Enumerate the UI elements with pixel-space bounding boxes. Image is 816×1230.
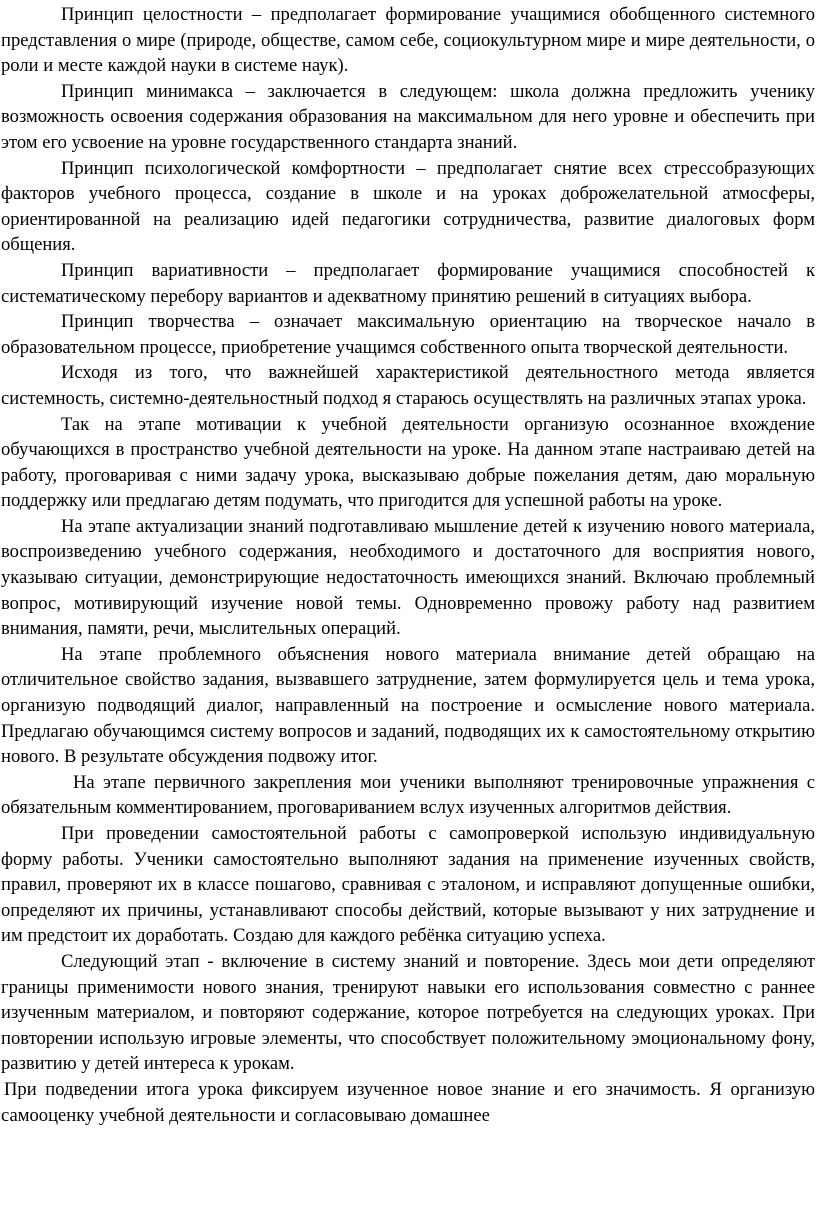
paragraph-explanation-stage: На этапе проблемного объяснения нового материала внимание детей обращаю на отличительное свойство задания, вызвавшего затруднение, затем формулируется цель и тема урока, организую подводящий диалог, направленный на построение и осмысление нового материала. Предлагаю обучающимся систему вопросов и заданий, подводящих их к самостоятельному открытию нового. В результате обсуждения подвожу итог. [1, 643, 815, 768]
paragraph-repetition-stage: Следующий этап - включение в систему знаний и повторение. Здесь мои дети определяют границы применимости нового знания, тренируют навыки его использования совместно с раннее изученным материалом, и повторяют содержание, которое потребуется на следующих уроках. При повторении использую игровые элементы, что способствует положительному эмоциональному фону, развитию у детей интереса к урокам. [1, 950, 815, 1075]
paragraph-minimax-principle: Принцип минимакса – заключается в следующем: школа должна предложить ученику возможность освоения содержания образования на максимальном для него уровне и обеспечить при этом его усвоение на уровне государственного стандарта знаний. [1, 80, 815, 153]
paragraph-consolidation-stage: На этапе первичного закрепления мои ученики выполняют тренировочные упражнения с обязательным комментированием, проговариванием вслух изученных алгоритмов действия. [1, 771, 815, 819]
paragraph-comfort-principle: Принцип психологической комфортности – предполагает снятие всех стрессобразующих факторов учебного процесса, создание в школе и на уроках доброжелательной атмосферы, ориентированной на реализацию идей педагогики сотрудничества, развитие диалоговых форм общения. [1, 157, 815, 256]
paragraph-integrity-principle: Принцип целостности – предполагает формирование учащимися обобщенного системного представления о мире (природе, обществе, самом себе, социокультурном мире и мире деятельности, о роли и месте каждой науки в системе наук). [1, 4, 815, 77]
paragraph-systemic-approach: Исходя из того, что важнейшей характеристикой деятельностного метода является системность, системно-деятельностный подход я стараюсь осуществлять на различных этапах урока. [1, 362, 815, 409]
paragraph-variability-principle: Принцип вариативности – предполагает формирование учащимися способностей к систематическому перебору вариантов и адекватному принятию решений в ситуациях выбора. [1, 259, 815, 307]
paragraph-summary-stage: При подведении итога урока фиксируем изученное новое знание и его значимость. Я организую самооценку учебной деятельности и согласовываю домашнее [1, 1078, 815, 1126]
paragraph-independent-work: При проведении самостоятельной работы с самопроверкой использую индивидуальную форму работы. Ученики самостоятельно выполняют задания на применение изученных свойств, правил, проверяют их в классе пошагово, сравнивая с эталоном, и исправляют допущенные ошибки, определяют их причины, устанавливают способы действий, которые вызывают у них затруднение и им предстоит их доработать. Создаю для каждого ребёнка ситуацию успеха. [1, 823, 815, 947]
paragraph-motivation-stage: Так на этапе мотивации к учебной деятельности организую осознанное вхождение обучающихся в пространство учебной деятельности на уроке. На данном этапе настраиваю детей на работу, проговаривая с ними задачу урока, высказываю добрые пожелания детям, даю моральную поддержку или предлагаю детям подумать, что пригодится для успешной работы на уроке. [1, 413, 815, 512]
paragraph-actualization-stage: На этапе актуализации знаний подготавливаю мышление детей к изучению нового материала, воспроизведению учебного содержания, необходимого и достаточного для восприятия нового, указываю ситуации, демонстрирующие недостаточность имеющихся знаний. Включаю проблемный вопрос, мотивирующий изучение новой темы. Одновременно провожу работу над развитием внимания, памяти, речи, мыслительных операций. [1, 515, 815, 640]
paragraph-creativity-principle: Принцип творчества – означает максимальную ориентацию на творческое начало в образовательном процессе, приобретение учащимся собственного опыта творческой деятельности. [1, 311, 815, 358]
